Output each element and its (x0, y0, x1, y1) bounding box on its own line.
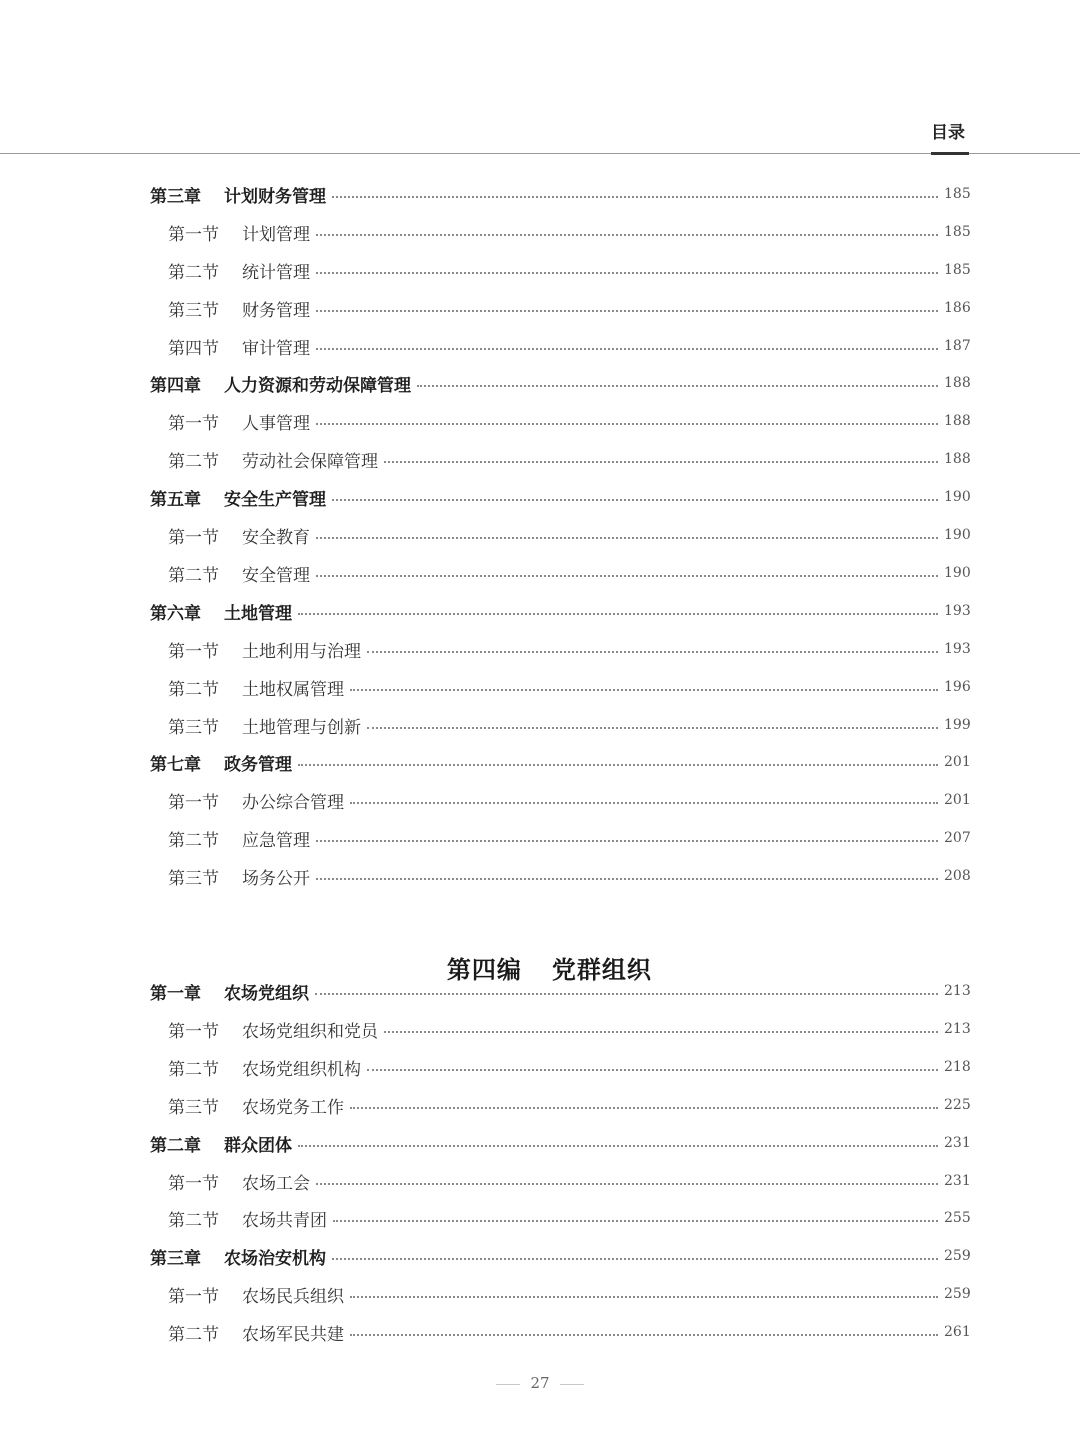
page-ref: 208 (944, 868, 971, 884)
chapter-title: 农场治安机构 (224, 1248, 326, 1269)
toc-chapter-row[interactable] (150, 1129, 970, 1157)
section-number: 第二节 (168, 451, 219, 472)
section-title: 审计管理 (242, 338, 310, 359)
section-number: 第二节 (168, 679, 219, 700)
section-number: 第三节 (168, 717, 219, 738)
page-ref: 186 (944, 300, 971, 316)
toc-section-row[interactable] (168, 407, 970, 435)
chapter-number: 第七章 (150, 754, 201, 775)
chapter-title: 政务管理 (224, 754, 292, 775)
page-ref: 190 (944, 565, 971, 581)
dot-leader (315, 993, 938, 995)
toc-section-row[interactable] (168, 1318, 970, 1346)
toc-section-row[interactable] (168, 711, 970, 739)
page-ref: 231 (944, 1173, 971, 1189)
chapter-title: 安全生产管理 (224, 489, 326, 510)
toc-entry-label (168, 1055, 361, 1080)
toc-section-row[interactable] (168, 786, 970, 814)
section-number: 第一节 (168, 1021, 219, 1042)
toc-section-row[interactable] (168, 1053, 970, 1081)
section-number: 第一节 (168, 413, 219, 434)
toc-section-row[interactable] (168, 824, 970, 852)
page-ref: 225 (944, 1097, 971, 1113)
section-title: 农场党务工作 (242, 1097, 344, 1118)
part-number: 第四编 (446, 955, 522, 984)
page-ref: 185 (944, 262, 971, 278)
toc-entry-label (168, 296, 310, 321)
dot-leader (316, 348, 938, 350)
chapter-number: 第二章 (150, 1135, 201, 1156)
section-title: 农场共青团 (242, 1210, 327, 1231)
page-ref: 190 (944, 527, 971, 543)
page-ref: 188 (944, 451, 971, 467)
toc-entry-label (168, 1093, 344, 1118)
section-title: 人事管理 (242, 413, 310, 434)
dot-leader (332, 196, 938, 198)
page-ref: 207 (944, 830, 971, 846)
toc-entry-label (168, 334, 310, 359)
page-number: 27 (530, 1374, 550, 1392)
page-ref: 259 (944, 1286, 971, 1302)
toc-entry-label (168, 1206, 327, 1231)
chapter-title: 群众团体 (224, 1135, 292, 1156)
section-title: 场务公开 (242, 868, 310, 889)
toc-section-row[interactable] (168, 673, 970, 701)
page-ref: 201 (944, 754, 971, 770)
chapter-number: 第一章 (150, 983, 201, 1004)
toc-entry-label (150, 1131, 292, 1156)
toc-entry-label (168, 220, 310, 245)
section-number: 第三节 (168, 300, 219, 321)
page-ref: 259 (944, 1248, 971, 1264)
section-title: 土地权属管理 (242, 679, 344, 700)
toc-section-row[interactable] (168, 294, 970, 322)
page-ref: 187 (944, 338, 971, 354)
dot-leader (333, 1220, 938, 1222)
toc-entry-label (168, 409, 310, 434)
dot-leader (417, 385, 938, 387)
page-ref: 255 (944, 1210, 971, 1226)
toc-chapter-row[interactable] (150, 483, 970, 511)
section-title: 农场军民共建 (242, 1324, 344, 1345)
section-title: 土地利用与治理 (242, 641, 361, 662)
dot-leader (298, 613, 938, 615)
toc-section-row[interactable] (168, 256, 970, 284)
section-title: 农场党组织和党员 (242, 1021, 378, 1042)
dot-leader (350, 1334, 938, 1336)
toc-entry-label (168, 523, 310, 548)
section-title: 统计管理 (242, 262, 310, 283)
footer-rule-left (496, 1384, 520, 1385)
chapter-title: 土地管理 (224, 603, 292, 624)
toc-entry-label (168, 1282, 344, 1307)
section-title: 安全教育 (242, 527, 310, 548)
section-number: 第二节 (168, 1324, 219, 1345)
section-title: 农场民兵组织 (242, 1286, 344, 1307)
page-ref: 185 (944, 224, 971, 240)
toc-chapter-row[interactable] (150, 180, 970, 208)
section-title: 土地管理与创新 (242, 717, 361, 738)
dot-leader (316, 1183, 938, 1185)
toc-chapter-row[interactable] (150, 1242, 970, 1270)
toc-entry-label (168, 675, 344, 700)
toc-section-row[interactable] (168, 635, 970, 663)
part-name: 党群组织 (551, 955, 652, 984)
dot-leader (350, 1107, 938, 1109)
dot-leader (350, 1296, 938, 1298)
toc-entry-label (150, 750, 292, 775)
dot-leader (316, 423, 938, 425)
dot-leader (384, 1031, 938, 1033)
dot-leader (316, 878, 938, 880)
dot-leader (367, 727, 938, 729)
toc-entry-label (150, 371, 411, 396)
toc-chapter-row[interactable] (150, 597, 970, 625)
section-title: 办公综合管理 (242, 792, 344, 813)
page-ref: 261 (944, 1324, 971, 1340)
toc-entry-label (168, 788, 344, 813)
section-number: 第二节 (168, 1210, 219, 1231)
section-number: 第一节 (168, 1173, 219, 1194)
toc-entry-label (168, 447, 378, 472)
toc-entry-label (168, 637, 361, 662)
toc-section-row[interactable] (168, 1167, 970, 1195)
toc-chapter-row[interactable] (150, 369, 970, 397)
chapter-number: 第六章 (150, 603, 201, 624)
toc-section-row[interactable] (168, 218, 970, 246)
toc-section-row[interactable] (168, 445, 970, 473)
section-title: 安全管理 (242, 565, 310, 586)
section-number: 第一节 (168, 792, 219, 813)
toc-section-row[interactable] (168, 559, 970, 587)
dot-leader (350, 689, 938, 691)
dot-leader (367, 1069, 938, 1071)
toc-section-row[interactable] (168, 862, 970, 890)
page-ref: 218 (944, 1059, 971, 1075)
header-accent-mark (931, 152, 969, 155)
toc-section-row[interactable] (168, 332, 970, 360)
toc-section-row[interactable] (168, 521, 970, 549)
dot-leader (316, 310, 938, 312)
section-title: 劳动社会保障管理 (242, 451, 378, 472)
dot-leader (316, 234, 938, 236)
section-number: 第一节 (168, 224, 219, 245)
header-rule (0, 153, 1080, 154)
section-title: 农场党组织机构 (242, 1059, 361, 1080)
toc-entry-label (150, 599, 292, 624)
page-ref: 190 (944, 489, 971, 505)
page-ref: 213 (944, 983, 971, 999)
section-number: 第一节 (168, 1286, 219, 1307)
section-number: 第四节 (168, 338, 219, 359)
page-ref: 201 (944, 792, 971, 808)
toc-entry-label (168, 1320, 344, 1345)
toc-entry-label (168, 561, 310, 586)
page-ref: 196 (944, 679, 971, 695)
toc-entry-label (168, 864, 310, 889)
page-ref: 193 (944, 603, 971, 619)
section-number: 第三节 (168, 868, 219, 889)
dot-leader (298, 764, 938, 766)
page-footer (0, 1374, 1080, 1392)
chapter-title: 人力资源和劳动保障管理 (224, 375, 411, 396)
section-number: 第二节 (168, 262, 219, 283)
section-number: 第三节 (168, 1097, 219, 1118)
section-number: 第一节 (168, 527, 219, 548)
toc-entry-label (150, 182, 326, 207)
chapter-number: 第三章 (150, 1248, 201, 1269)
dot-leader (332, 499, 938, 501)
toc-entry-label (150, 1244, 326, 1269)
page-ref: 188 (944, 413, 971, 429)
page-ref: 231 (944, 1135, 971, 1151)
dot-leader (384, 461, 938, 463)
section-number: 第一节 (168, 641, 219, 662)
chapter-number: 第三章 (150, 186, 201, 207)
footer-rule-right (560, 1384, 584, 1385)
dot-leader (316, 537, 938, 539)
chapter-number: 第四章 (150, 375, 201, 396)
toc-entry-label (168, 1169, 310, 1194)
section-number: 第二节 (168, 1059, 219, 1080)
page-ref: 213 (944, 1021, 971, 1037)
chapter-number: 第五章 (150, 489, 201, 510)
page-ref: 193 (944, 641, 971, 657)
toc-entry-label (168, 1017, 378, 1042)
section-number: 第二节 (168, 830, 219, 851)
dot-leader (332, 1258, 938, 1260)
page-ref: 185 (944, 186, 971, 202)
page-ref: 199 (944, 717, 971, 733)
page-ref: 188 (944, 375, 971, 391)
toc-section-row[interactable] (168, 1204, 970, 1232)
chapter-title: 农场党组织 (224, 983, 309, 1004)
toc-section-row[interactable] (168, 1015, 970, 1043)
section-title: 农场工会 (242, 1173, 310, 1194)
section-title: 应急管理 (242, 830, 310, 851)
toc-entry-label (150, 485, 326, 510)
dot-leader (316, 840, 938, 842)
section-number: 第二节 (168, 565, 219, 586)
part-title (0, 921, 1080, 985)
section-title: 计划管理 (242, 224, 310, 245)
toc-section-row[interactable] (168, 1091, 970, 1119)
dot-leader (316, 272, 938, 274)
header-title: 目录 (931, 123, 965, 143)
section-title: 财务管理 (242, 300, 310, 321)
toc-chapter-row[interactable] (150, 748, 970, 776)
dot-leader (298, 1145, 938, 1147)
toc-entry-label (168, 826, 310, 851)
toc-entry-label (168, 713, 361, 738)
dot-leader (367, 651, 938, 653)
dot-leader (316, 575, 938, 577)
dot-leader (350, 802, 938, 804)
chapter-title: 计划财务管理 (224, 186, 326, 207)
toc-entry-label (168, 258, 310, 283)
toc-section-row[interactable] (168, 1280, 970, 1308)
